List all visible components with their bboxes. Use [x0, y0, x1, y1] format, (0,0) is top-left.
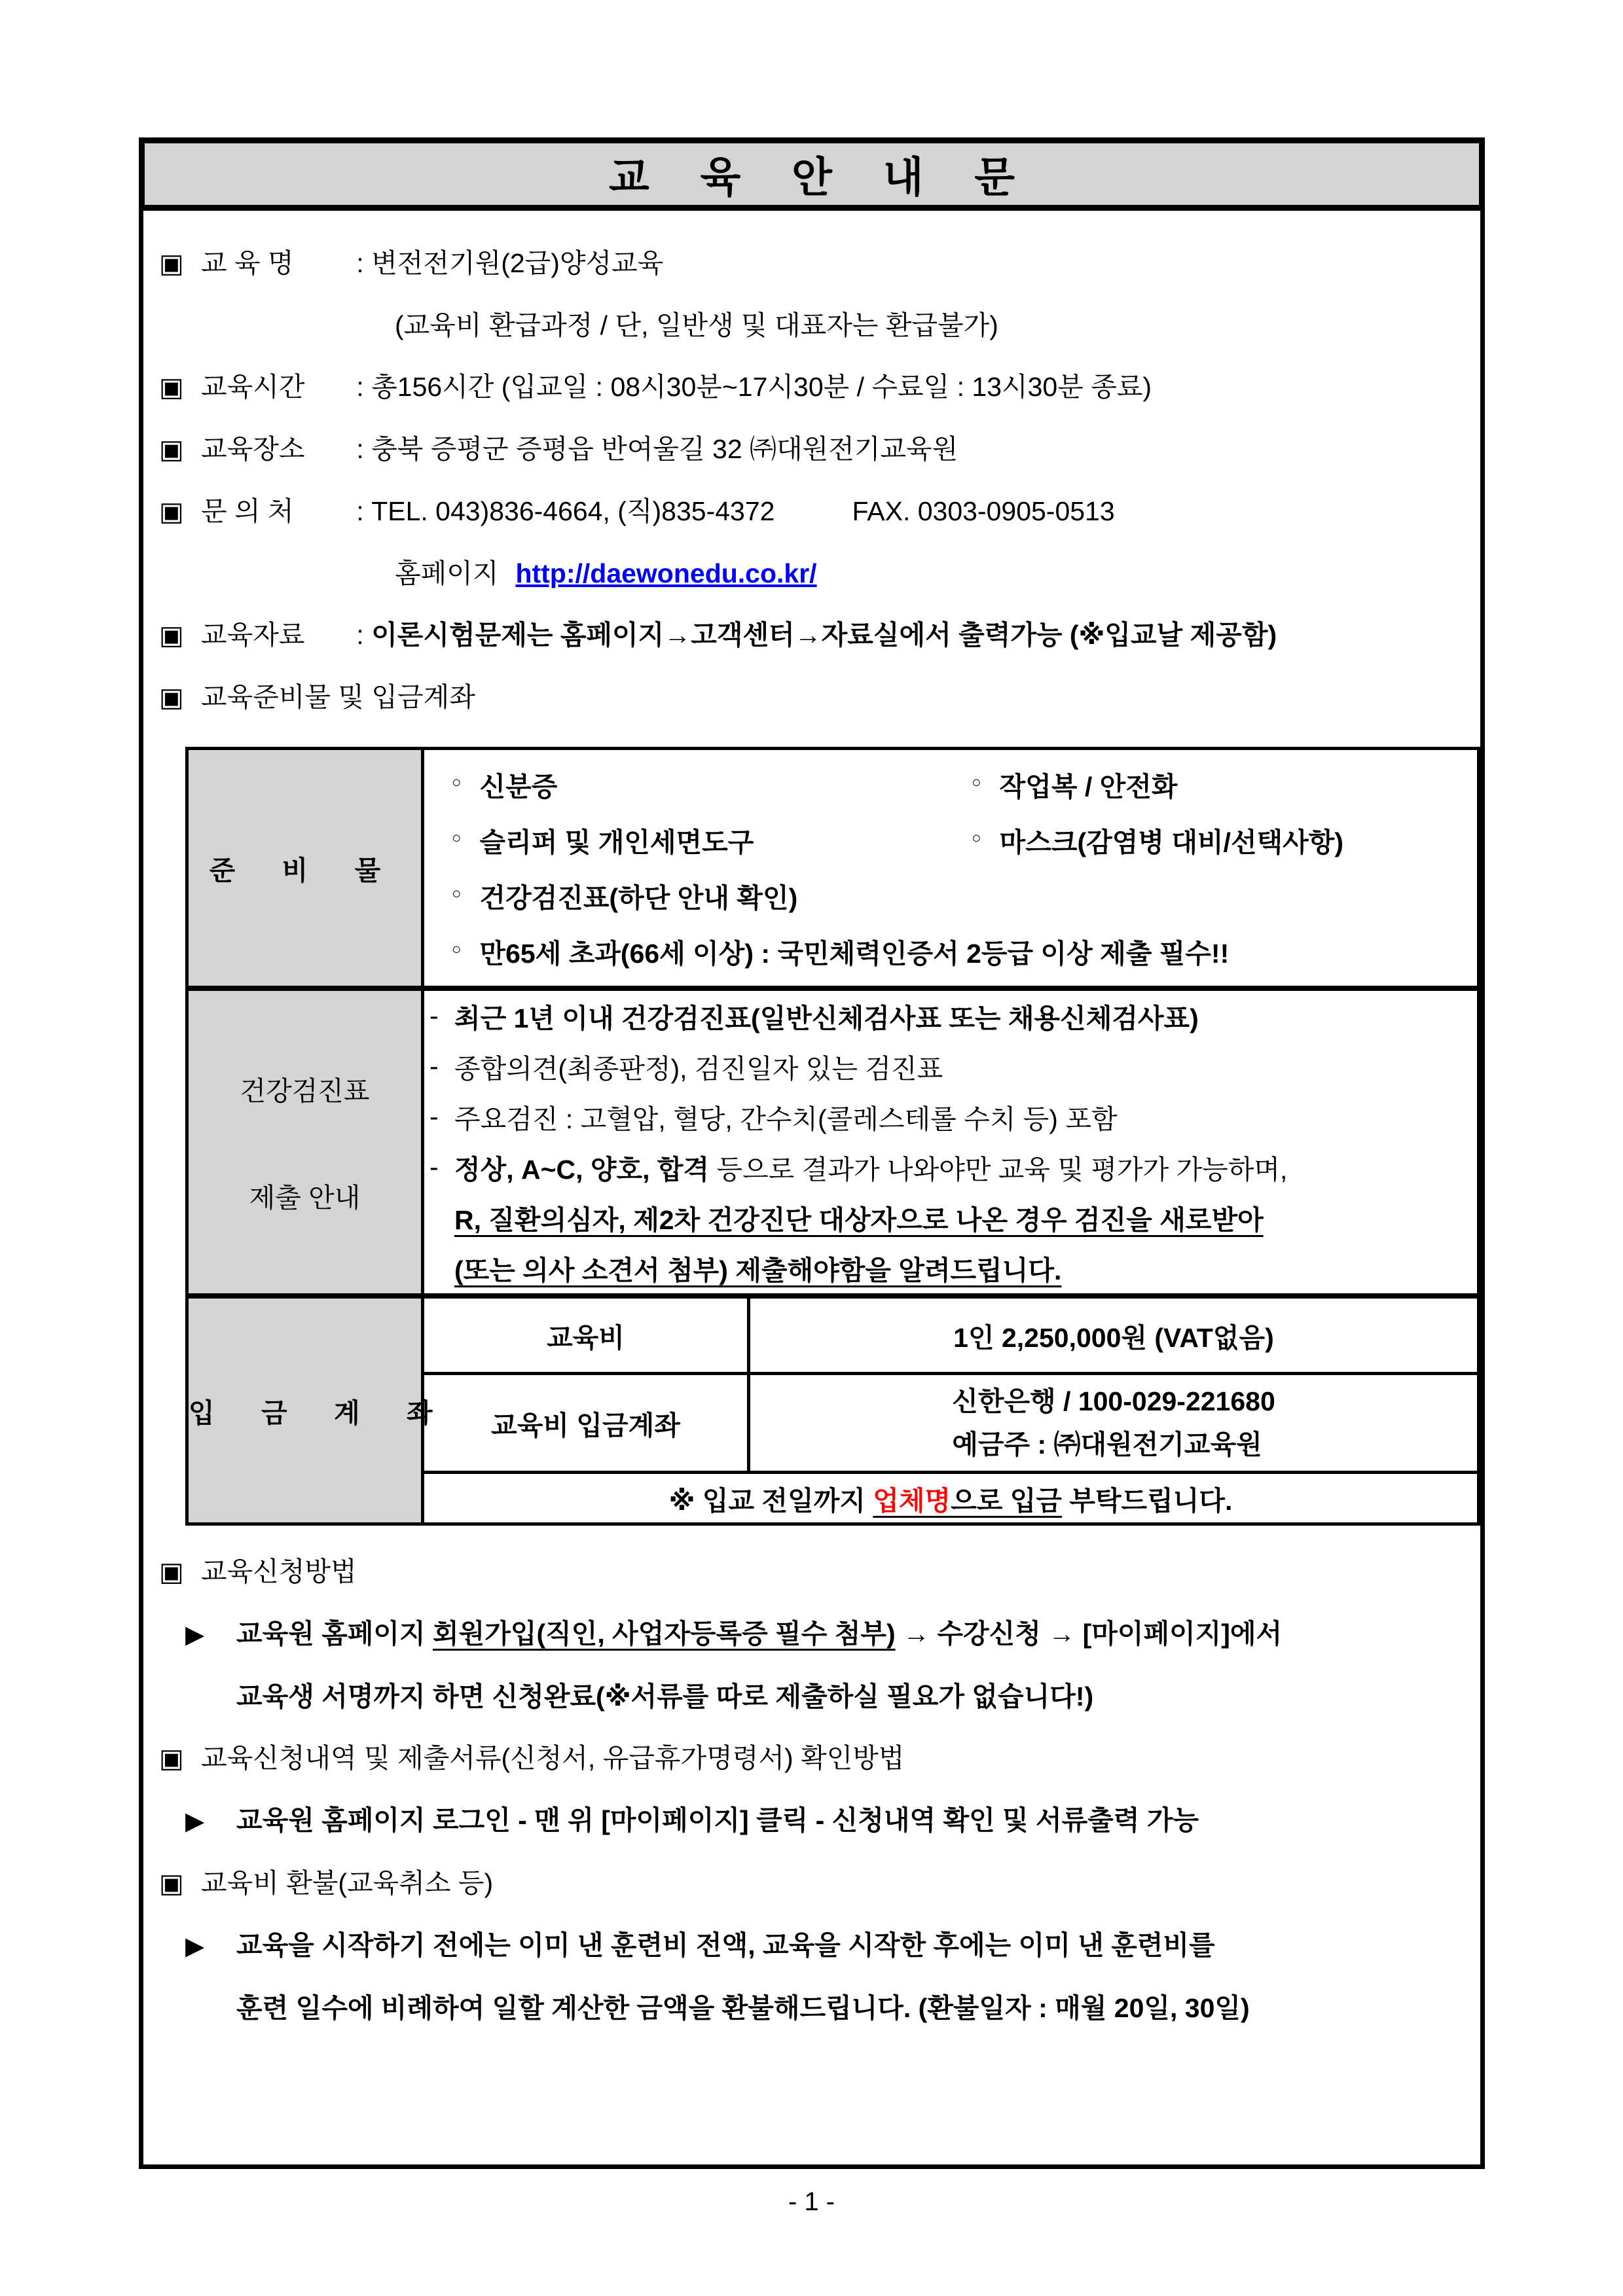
account-label: 교육비 입금계좌 [491, 1410, 680, 1441]
health-guide-text: 종합의견(최종판정), 검진일자 있는 검진표 [454, 1054, 943, 1084]
apply-step-line2 [143, 1681, 1480, 1713]
apply-step-line [143, 1618, 1480, 1651]
check-step-text: 교육원 홈페이지 로그인 - 맨 위 [마이페이지] 클릭 - 신청내역 확인 및 서류출력 가능 [236, 1805, 1199, 1835]
notice-sheet [139, 137, 1485, 2169]
prep-row [187, 749, 1479, 989]
account-holder: 예금주 : ㈜대원전기교육원 [952, 1429, 1262, 1460]
page-number: - 1 - [788, 2187, 835, 2216]
fee-value-cell [749, 1296, 1479, 1374]
health-guide-text-underline: R, 질환의심자, 제2차 건강진단 대상자으로 나온 경우 검진을 새로받아 [454, 1205, 1264, 1235]
page-title: 교 육 안 내 문 [608, 154, 1035, 201]
check-heading [143, 1742, 1480, 1775]
refund-line1 [143, 1929, 1480, 1963]
notice-body [139, 211, 1485, 2169]
contact-fax: FAX. 0303-0905-0513 [852, 496, 1115, 526]
dash-bullet-icon: - [429, 1001, 439, 1031]
payment-notice-deposit: 으로 입금 [951, 1485, 1062, 1516]
payment-notice-prefix: ※ 입교 전일까지 [668, 1485, 873, 1516]
health-guide-line [454, 1193, 1477, 1243]
section-bullet-icon: ▣ [159, 435, 184, 464]
prep-item: 마스크(감염병 대비/선택사항) [999, 827, 1344, 857]
payment-notice-suffix: 부탁드립니다. [1061, 1485, 1233, 1516]
check-step-line [143, 1804, 1480, 1838]
section-bullet-icon: ▣ [159, 373, 184, 402]
apply-heading-text: 교육신청방법 [201, 1556, 357, 1587]
refund-line1-text: 교육을 시작하기 전에는 이미 낸 훈련비 전액, 교육을 시작한 후에는 이미 낸 훈련비를 [236, 1930, 1215, 1960]
location-value: 충북 증평군 증평읍 반여울길 32 ㈜대원전기교육원 [371, 434, 958, 464]
arrow-bullet-icon: ▶ [185, 1808, 205, 1835]
bank-account-number: 신한은행 / 100-029-221680 [952, 1386, 1275, 1416]
fee-label-cell [423, 1296, 749, 1374]
section-bullet-icon: ▣ [159, 497, 184, 526]
health-row [187, 988, 1479, 1296]
payment-fee-row [187, 1296, 1479, 1374]
health-guide-line [454, 1243, 1477, 1293]
prep-item: 작업복 / 안전화 [999, 772, 1178, 802]
fee-value: 1인 2,250,000원 (VAT없음) [953, 1322, 1274, 1353]
location-label: 교육장소 [201, 434, 305, 464]
section-bullet-icon: ▣ [159, 621, 184, 650]
health-header-line2: 제출 안내 [249, 1183, 361, 1213]
materials-label: 교육자료 [201, 620, 305, 650]
materials-value: 이론시험문제는 홈페이지→고객센터→자료실에서 출력가능 (※입교날 제공함) [371, 620, 1277, 650]
dash-bullet-icon: - [429, 1102, 439, 1132]
prep-account-heading-text: 교육준비물 및 입금계좌 [201, 682, 475, 712]
prep-item-row [424, 924, 1477, 979]
info-line-materials [143, 619, 1480, 652]
payment-notice-company: 업체명 [873, 1485, 951, 1516]
hours-label: 교육시간 [201, 372, 305, 402]
info-line-homepage [143, 558, 1480, 590]
colon-separator: : [349, 496, 372, 526]
apply-heading [143, 1556, 1480, 1588]
account-label-cell [423, 1374, 749, 1473]
prep-item: 건강검진표(하단 안내 확인) [479, 883, 798, 913]
prep-header-text: 준 비 물 [209, 855, 401, 886]
refund-heading [143, 1867, 1480, 1900]
fee-label: 교육비 [547, 1322, 625, 1353]
circle-bullet-icon: ○ [972, 773, 981, 791]
health-guide-text-underline: (또는 의사 소견서 첨부) 제출해야함을 알려드립니다. [454, 1255, 1062, 1285]
health-guide-line [424, 1142, 1477, 1193]
course-value: 변전전기원(2급)양성교육 [371, 248, 664, 278]
homepage-link[interactable]: http://daewonedu.co.kr/ [515, 558, 817, 588]
health-guide-text-bold: 정상, A~C, 양호, 합격 [454, 1155, 710, 1185]
info-line-contact [143, 495, 1480, 528]
apply-step-underline: 회원가입(직인, 사업자등록증 필수 첨부) [433, 1619, 896, 1649]
info-line-location [143, 433, 1480, 466]
payment-header-cell [187, 1296, 452, 1524]
health-header-lines [189, 1069, 421, 1215]
prep-item-row [424, 812, 1477, 868]
course-note: (교육비 환급과정 / 단, 일반생 및 대표자는 환급불가) [395, 310, 998, 340]
payment-notice-cell [423, 1473, 1479, 1524]
prep-header-cell [187, 749, 423, 989]
section-bullet-icon: ▣ [159, 249, 184, 278]
section-bullet-icon: ▣ [159, 1558, 184, 1587]
circle-bullet-icon: ○ [452, 884, 462, 903]
section-bullet-icon: ▣ [159, 1744, 184, 1773]
colon-separator: : [349, 620, 372, 650]
prep-item-right [972, 812, 1343, 868]
refund-heading-text: 교육비 환불(교육취소 등) [201, 1868, 494, 1898]
prep-item: 만65세 초과(66세 이상) : 국민체력인증서 2등급 이상 제출 필수!! [479, 939, 1230, 969]
circle-bullet-icon: ○ [452, 940, 462, 958]
prep-item-right [972, 757, 1177, 812]
hours-value: 총156시간 (입교일 : 08시30분~17시30분 / 수료일 : 13시30분 종료) [371, 372, 1152, 402]
dash-bullet-icon: - [429, 1152, 439, 1182]
arrow-bullet-icon: ▶ [185, 1933, 205, 1960]
health-guide-text: 등으로 결과가 나와야만 교육 및 평가가 가능하며, [709, 1155, 1288, 1185]
health-guide-text: 최근 1년 이내 건강검진표(일반신체검사표 또는 채용신체검사표) [454, 1003, 1199, 1033]
colon-separator: : [349, 248, 372, 278]
contact-tel: TEL. 043)836-4664, (직)835-4372 [371, 496, 775, 526]
prep-items-cell [423, 749, 1479, 989]
homepage-label: 홈페이지 [395, 558, 499, 588]
health-guide-line [424, 991, 1477, 1041]
circle-bullet-icon: ○ [452, 773, 462, 791]
info-line-course [143, 247, 1480, 280]
contact-label: 문 의 처 [201, 496, 294, 526]
circle-bullet-icon: ○ [452, 829, 462, 847]
section-bullet-icon: ▣ [159, 1869, 184, 1898]
circle-bullet-icon: ○ [972, 829, 981, 847]
health-header-cell [187, 988, 423, 1296]
health-guide-text: 주요검진 : 고혈압, 혈당, 간수치(콜레스테롤 수치 등) 포함 [454, 1104, 1118, 1134]
apply-step-prefix: 교육원 홈페이지 [236, 1619, 433, 1649]
prep-account-table [185, 747, 1480, 1526]
dash-bullet-icon: - [429, 1051, 439, 1081]
prep-account-heading [143, 681, 1480, 714]
health-guide-cell [423, 988, 1479, 1296]
info-line-hours [143, 371, 1480, 404]
health-guide-line [424, 1041, 1477, 1092]
refund-line2 [143, 1992, 1480, 2024]
apply-step-suffix: → 수강신청 → [마이페이지]에서 [895, 1619, 1283, 1649]
apply-step-line2-text: 교육생 서명까지 하면 신청완료(※서류를 따로 제출하실 필요가 없습니다!) [236, 1681, 1094, 1712]
payment-header-text: 입 금 계 좌 [189, 1397, 452, 1428]
account-info [952, 1380, 1275, 1466]
prep-item-row [424, 868, 1477, 924]
prep-item: 슬리퍼 및 개인세면도구 [479, 827, 754, 857]
section-bullet-icon: ▣ [159, 683, 184, 712]
account-value-cell [749, 1374, 1479, 1473]
health-guide-line [424, 1092, 1477, 1142]
colon-separator: : [349, 434, 372, 464]
payment-notice-underline [873, 1486, 1062, 1516]
refund-line2-text: 훈련 일수에 비례하여 일할 계산한 금액을 환불해드립니다. (환불일자 : 매월 20일, 30일) [236, 1993, 1250, 2023]
prep-item: 신분증 [479, 772, 558, 802]
prep-item-row [424, 757, 1477, 812]
check-heading-text: 교육신청내역 및 제출서류(신청서, 유급휴가명령서) 확인방법 [201, 1743, 905, 1773]
title-bar [139, 137, 1485, 211]
arrow-bullet-icon: ▶ [185, 1621, 205, 1649]
course-label: 교 육 명 [201, 248, 294, 278]
colon-separator: : [349, 372, 372, 402]
health-header-line1: 건강검진표 [240, 1076, 370, 1106]
info-line-course-note [143, 310, 1480, 342]
